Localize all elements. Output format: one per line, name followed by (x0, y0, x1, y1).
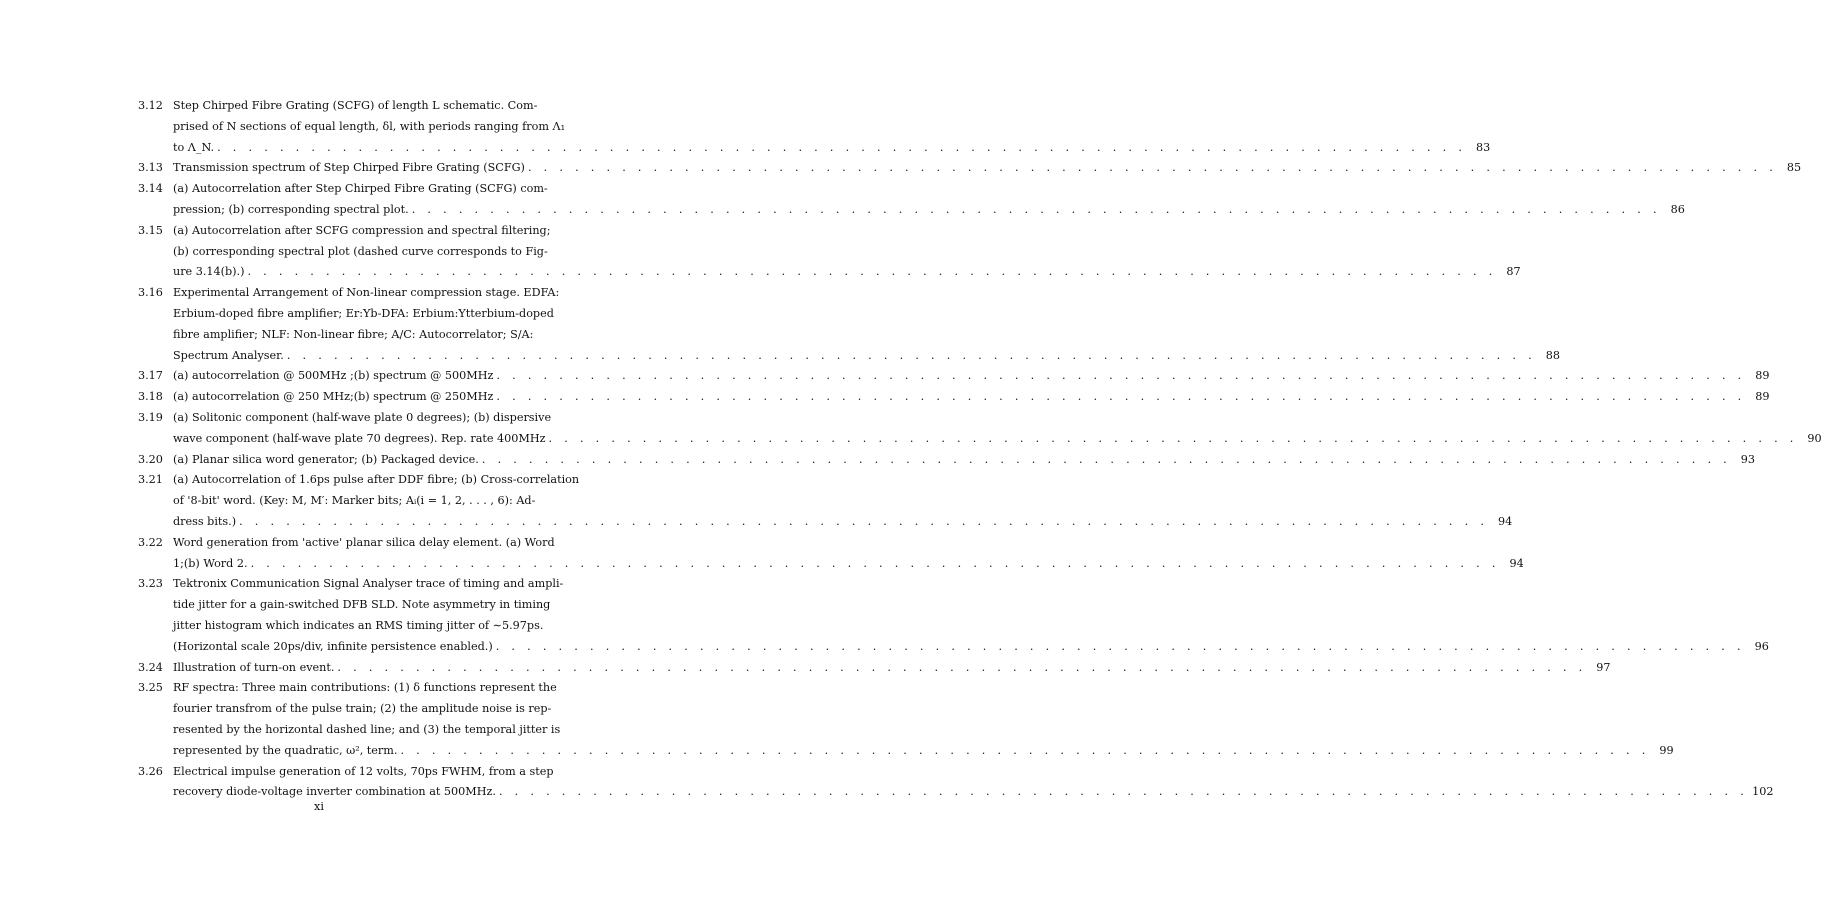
caption-line: to Λ_N. (173, 140, 215, 154)
page-reference[interactable]: 102 (1752, 785, 1774, 799)
figure-entry[interactable] (138, 221, 1521, 283)
figure-number: 3.26 (138, 764, 163, 778)
caption-line: represented by the quadratic, ω², term. (173, 743, 398, 757)
caption-line: pression; (b) corresponding spectral plot. (173, 202, 409, 216)
figure-number: 3.17 (138, 369, 163, 383)
figure-entry[interactable] (138, 658, 1611, 679)
caption-line: jitter histogram which indicates an RMS timing jitter of ∼5.97ps. (173, 618, 544, 632)
figure-entry[interactable] (138, 450, 1756, 471)
figure-number: 3.12 (138, 99, 163, 112)
dot-leader: . . . . . . . . . . . . . . . . . . . . . . . . . . . . . . . . . . . . . . . . . . . . . . . . . . . . . . . . . . . . . . . . . . . . . . . . . . . . . . . . (286, 348, 1536, 362)
figure-number: 3.16 (138, 286, 163, 300)
caption-line: (a) Autocorrelation after SCFG compression and spectral filtering; (173, 223, 551, 237)
page-reference[interactable]: 99 (1659, 743, 1674, 757)
figure-number: 3.15 (138, 223, 163, 237)
page-reference[interactable]: 83 (1475, 140, 1491, 154)
dot-leader: . . . . . . . . . . . . . . . . . . . . . . . . . . . . . . . . . . . . . . . . . . . . . . . . . . . . . . . . . . . . . . . . . . . . . . . . . . . . . . . . (337, 660, 1587, 674)
figure-entry[interactable] (138, 678, 1674, 761)
caption-line: (a) Solitonic component (half-wave plate 0 degrees); (b) dispersive (173, 410, 552, 424)
caption-line: RF spectra: Three main contributions: (1) δ functions represent the (173, 681, 557, 695)
caption-line: of '8-bit' word. (Key: M, M′: Marker bits; Aᵢ(i = 1, 2, . . . , 6): Ad- (173, 494, 536, 508)
page-reference[interactable]: 87 (1506, 265, 1521, 279)
dot-leader: . . . . . . . . . . . . . . . . . . . . . . . . . . . . . . . . . . . . . . . . . . . . . . . . . . . . . . . . . . . . . . . . . . . . . . . . . . . . . . . . (548, 431, 1798, 445)
list-of-figures (0, 96, 1822, 803)
dot-leader: . . . . . . . . . . . . . . . . . . . . . . . . . . . . . . . . . . . . . . . . . . . . . . . . . . . . . . . . . . . . . . . . . . . . . . . . . . . . . . . . (495, 639, 1745, 653)
caption-line: (b) corresponding spectral plot (dashed curve corresponds to Fig- (173, 244, 548, 258)
figure-number: 3.23 (138, 577, 163, 591)
figure-number: 3.14 (138, 182, 163, 196)
caption-line: Step Chirped Fibre Grating (SCFG) of length L schematic. Com- (173, 99, 538, 112)
page-reference[interactable]: 86 (1670, 202, 1685, 216)
dot-leader: . . . . . . . . . . . . . . . . . . . . . . . . . . . . . . . . . . . . . . . . . . . . . . . . . . . . . . . . . . . . . . . . . . . . . . . . . . . . . . . . (217, 140, 1467, 154)
figure-number: 3.22 (138, 535, 163, 549)
caption-line: (a) Planar silica word generator; (b) Packaged device. (173, 452, 479, 466)
figure-number: 3.18 (138, 390, 163, 404)
caption-line: Illustration of turn-on event. (173, 660, 335, 674)
figure-number: 3.13 (138, 161, 163, 175)
page-reference[interactable]: 97 (1596, 660, 1611, 674)
dot-leader: . . . . . . . . . . . . . . . . . . . . . . . . . . . . . . . . . . . . . . . . . . . . . . . . . . . . . . . . . . . . . . . . . . . . . . . . . . . . . . . . (411, 202, 1661, 216)
page-reference[interactable]: 88 (1545, 348, 1560, 362)
caption-line: dress bits.) (173, 514, 237, 528)
figure-number: 3.20 (138, 452, 163, 466)
caption-line: (a) Autocorrelation after Step Chirped Fibre Grating (SCFG) com- (173, 182, 548, 196)
caption-line: (a) Autocorrelation of 1.6ps pulse after DDF fibre; (b) Cross-correlation (173, 473, 580, 487)
page-reference[interactable]: 96 (1754, 639, 1769, 653)
dot-leader: . . . . . . . . . . . . . . . . . . . . . . . . . . . . . . . . . . . . . . . . . . . . . . . . . . . . . . . . . . . . . . . . . . . . . . . . . . . . . . . . (250, 556, 1500, 570)
caption-line: Transmission spectrum of Step Chirped Fibre Grating (SCFG) (173, 161, 525, 175)
caption-line: resented by the horizontal dashed line; and (3) the temporal jitter is (173, 722, 561, 736)
page-reference[interactable]: 93 (1740, 452, 1756, 466)
dot-leader: . . . . . . . . . . . . . . . . . . . . . . . . . . . . . . . . . . . . . . . . . . . . . . . . . . . . . . . . . . . . . . . . . . . . . . . . . . . . . . . . (498, 785, 1749, 799)
caption-line: Electrical impulse generation of 12 volts, 70ps FWHM, from a step (173, 764, 554, 778)
dot-leader: . . . . . . . . . . . . . . . . . . . . . . . . . . . . . . . . . . . . . . . . . . . . . . . . . . . . . . . . . . . . . . . . . . . . . . . . . . . . . . . . (527, 161, 1778, 175)
dot-leader: . . . . . . . . . . . . . . . . . . . . . . . . . . . . . . . . . . . . . . . . . . . . . . . . . . . . . . . . . . . . . . . . . . . . . . . . . . . . . . . . (496, 390, 1746, 404)
figure-entry[interactable] (138, 366, 1770, 387)
figure-entry[interactable] (138, 470, 1513, 532)
caption-line: Word generation from 'active' planar silica delay element. (a) Word (173, 535, 555, 549)
caption-line: (a) autocorrelation @ 250 MHz;(b) spectrum @ 250MHz (173, 390, 494, 404)
page-reference[interactable]: 90 (1807, 431, 1822, 445)
caption-line: fourier transfrom of the pulse train; (2) the amplitude noise is rep- (173, 702, 552, 716)
page-number: xi (314, 800, 324, 813)
caption-line: Tektronix Communication Signal Analyser trace of timing and ampli- (173, 577, 564, 591)
caption-line: Erbium-doped fibre amplifier; Er:Yb-DFA: Erbium:Ytterbium-doped (173, 306, 554, 320)
page-reference[interactable]: 89 (1755, 390, 1770, 404)
figure-entry[interactable] (138, 158, 1802, 179)
figure-entry[interactable] (138, 408, 1822, 450)
figure-number: 3.25 (138, 681, 163, 695)
caption-line: ure 3.14(b).) (173, 265, 245, 279)
figure-entry[interactable] (138, 283, 1560, 366)
figure-entry[interactable] (138, 574, 1769, 657)
page-reference[interactable]: 89 (1755, 369, 1770, 383)
figure-number: 3.19 (138, 410, 163, 424)
page-reference[interactable]: 94 (1497, 514, 1513, 528)
caption-line: tide jitter for a gain-switched DFB SLD. Note asymmetry in timing (173, 598, 551, 612)
dot-leader: . . . . . . . . . . . . . . . . . . . . . . . . . . . . . . . . . . . . . . . . . . . . . . . . . . . . . . . . . . . . . . . . . . . . . . . . . . . . . . . . (247, 265, 1497, 279)
caption-line: Spectrum Analyser. (173, 348, 284, 362)
caption-line: Experimental Arrangement of Non-linear compression stage. EDFA: (173, 286, 560, 300)
figure-entry[interactable] (138, 762, 1774, 804)
dot-leader: . . . . . . . . . . . . . . . . . . . . . . . . . . . . . . . . . . . . . . . . . . . . . . . . . . . . . . . . . . . . . . . . . . . . . . . . . . . . . . . . (239, 514, 1489, 528)
caption-line: (a) autocorrelation @ 500MHz ;(b) spectrum @ 500MHz (173, 369, 494, 383)
figure-entry[interactable] (138, 179, 1685, 221)
caption-line: prised of N sections of equal length, δl, with periods ranging from Λ₁ (173, 119, 566, 133)
page-reference[interactable]: 94 (1509, 556, 1524, 570)
caption-line: 1;(b) Word 2. (173, 556, 248, 570)
caption-line: fibre amplifier; NLF: Non-linear fibre; A/C: Autocorrelator; S/A: (173, 327, 534, 341)
figure-number: 3.24 (138, 660, 163, 674)
caption-line: (Horizontal scale 20ps/div, infinite persistence enabled.) (173, 639, 493, 653)
figure-entry[interactable] (138, 387, 1770, 408)
figure-entry[interactable] (138, 533, 1524, 575)
dot-leader: . . . . . . . . . . . . . . . . . . . . . . . . . . . . . . . . . . . . . . . . . . . . . . . . . . . . . . . . . . . . . . . . . . . . . . . . . . . . . . . . (481, 452, 1732, 466)
page-reference[interactable]: 85 (1786, 161, 1802, 175)
figure-entry[interactable] (138, 96, 1491, 158)
caption-line: recovery diode-voltage inverter combination at 500MHz. (173, 785, 496, 799)
caption-line: wave component (half-wave plate 70 degrees). Rep. rate 400MHz (173, 431, 546, 445)
dot-leader: . . . . . . . . . . . . . . . . . . . . . . . . . . . . . . . . . . . . . . . . . . . . . . . . . . . . . . . . . . . . . . . . . . . . . . . . . . . . . . . . (400, 743, 1650, 757)
figure-number: 3.21 (138, 473, 163, 487)
dot-leader: . . . . . . . . . . . . . . . . . . . . . . . . . . . . . . . . . . . . . . . . . . . . . . . . . . . . . . . . . . . . . . . . . . . . . . . . . . . . . . . . (496, 369, 1746, 383)
